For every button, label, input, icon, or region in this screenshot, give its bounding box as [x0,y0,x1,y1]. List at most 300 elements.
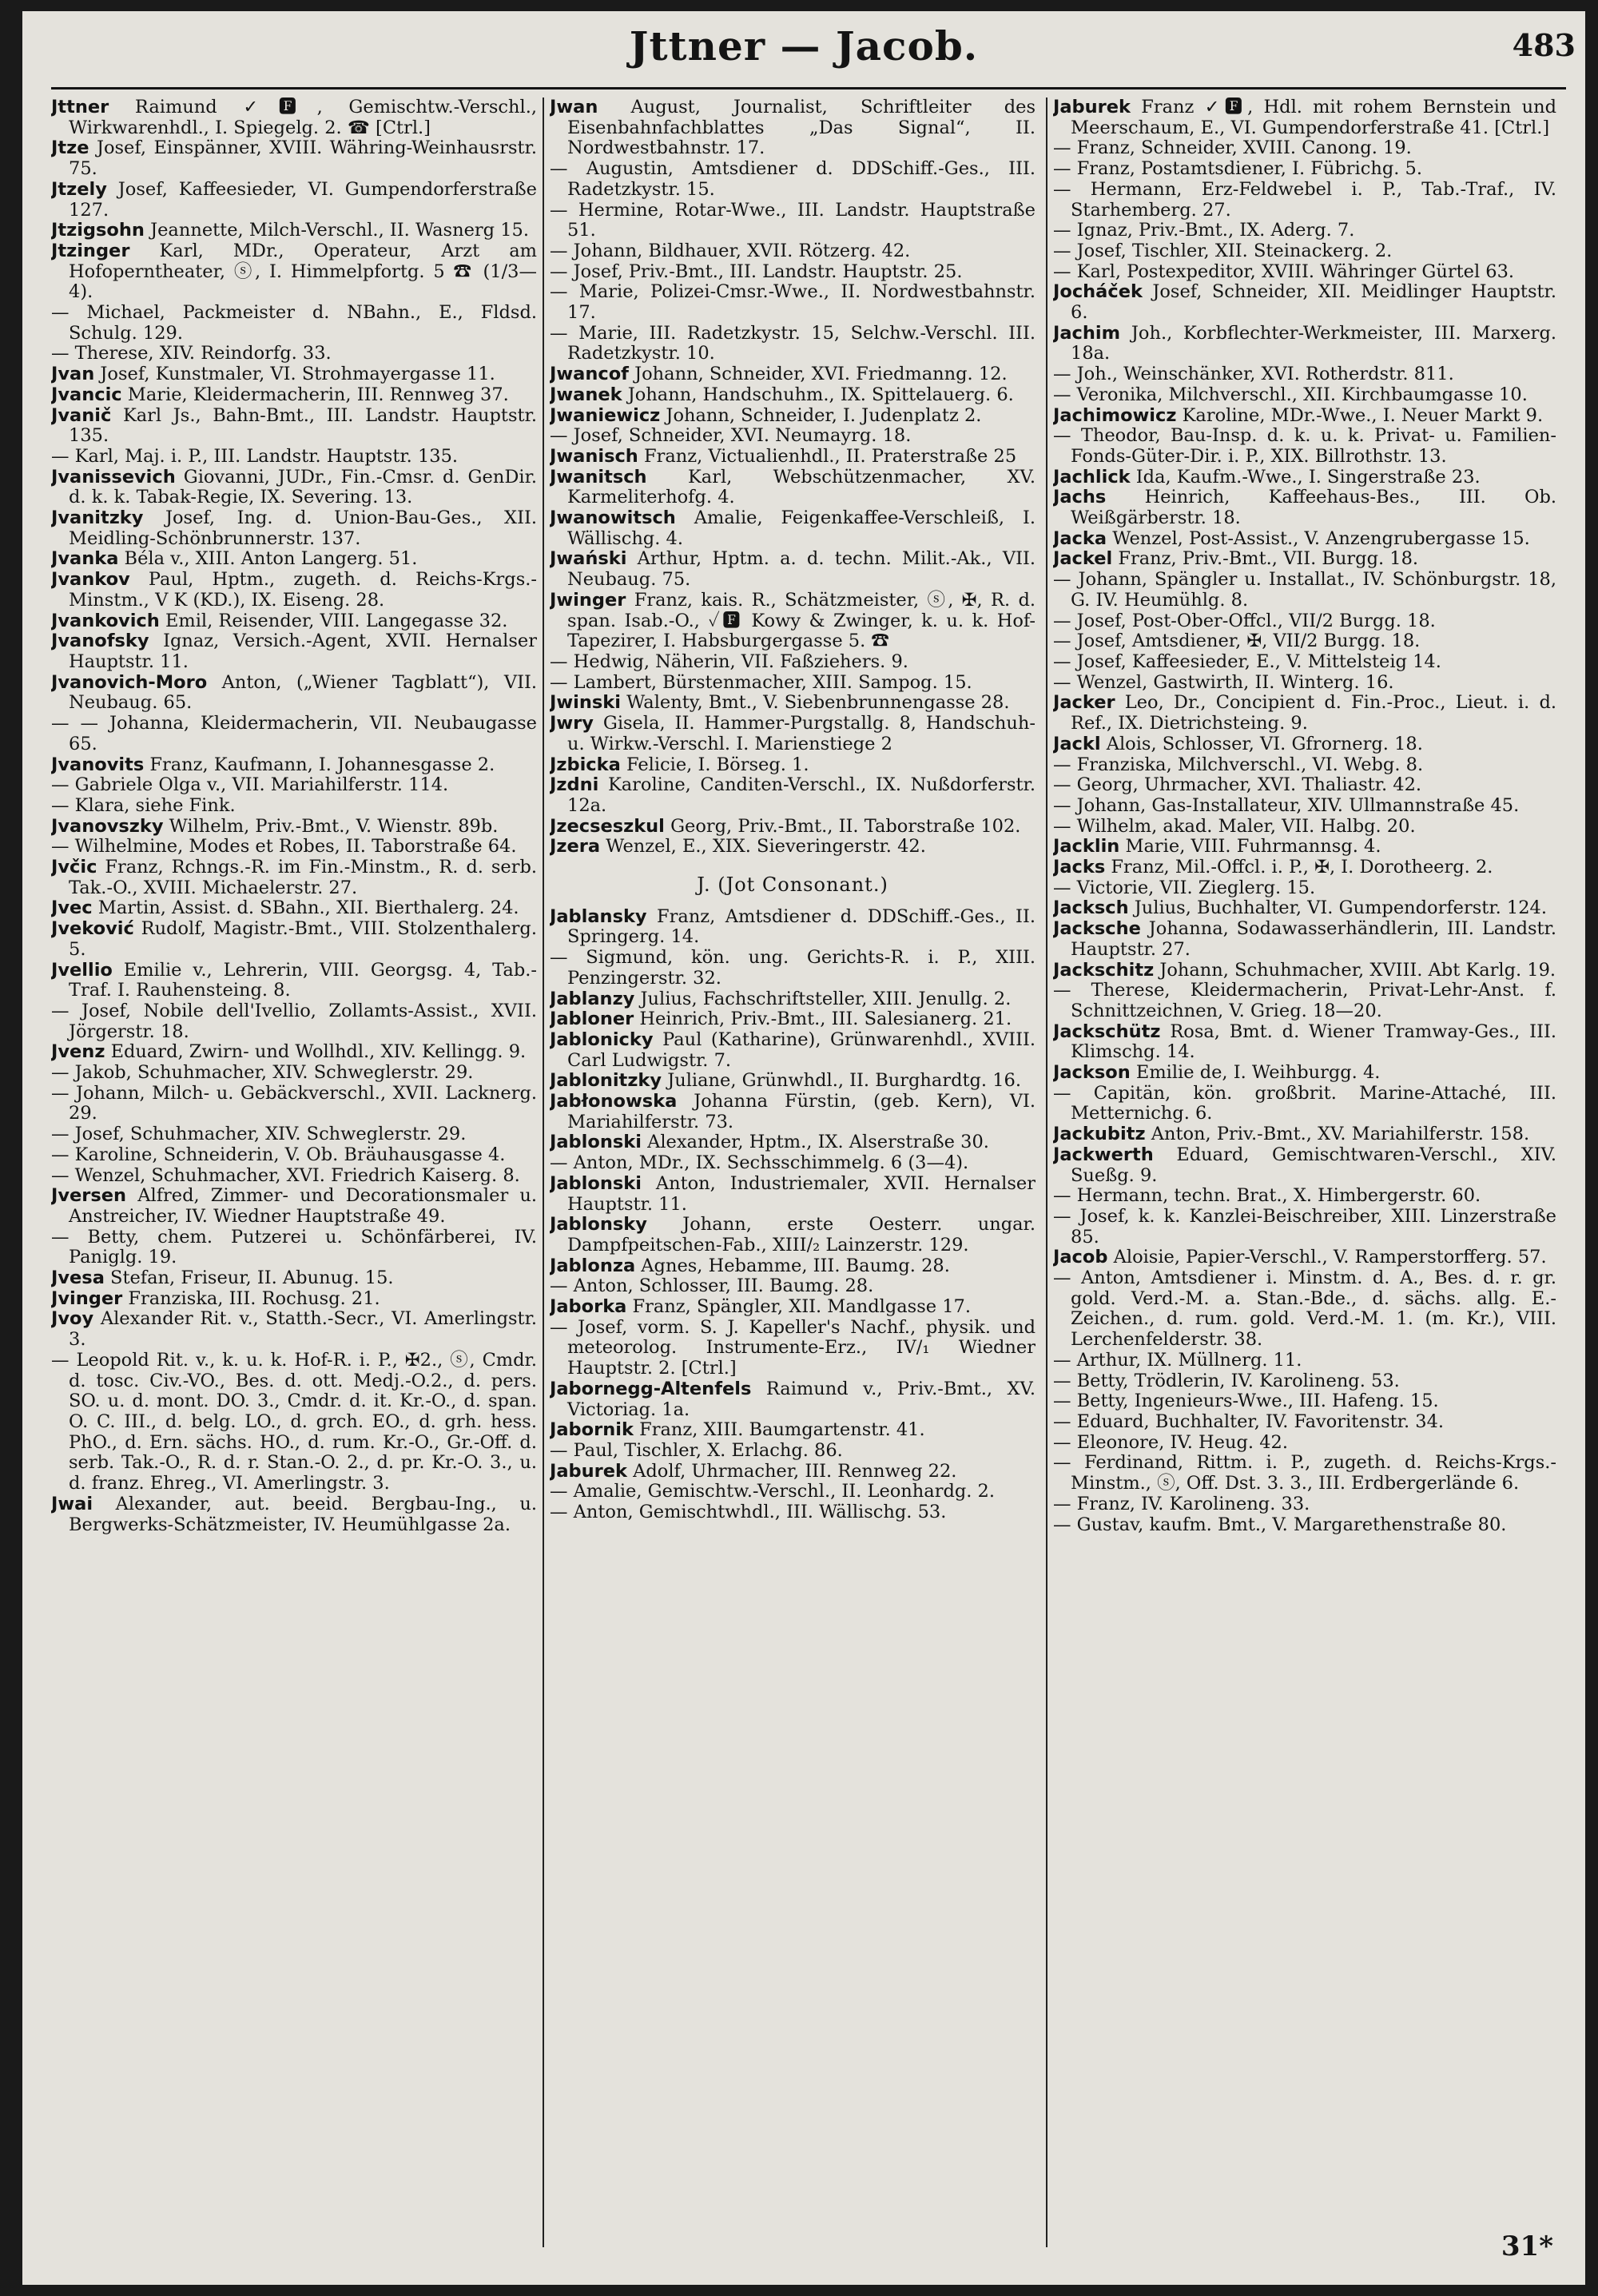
entry-details: — Wenzel, Schuhmacher, XVI. Friedrich Kaiserg. 8. [51,1164,520,1186]
entry-details: — Arthur, IX. Müllnerg. 11. [1053,1349,1302,1371]
entry-details: — Anton, MDr., IX. Sechsschimmelg. 6 (3—4). [550,1152,969,1174]
entry-details: Alexander, aut. beeid. Bergbau-Ing., u. Bergwerks-Schätzmeister, IV. Heumühlgasse 2a. [69,1493,537,1535]
directory-entry [550,364,1036,385]
directory-entry [51,221,537,241]
entry-details: — Josef, Post-Ober-Offcl., VII/2 Burgg. 18. [1053,610,1436,631]
entry-surname: Jvellio [51,959,113,981]
directory-entry [51,755,537,776]
entry-surname: Jabloner [550,1009,634,1030]
entry-details: Heinrich, Kaffeehaus-Bes., III. Ob. Weißgärberstr. 18. [1071,487,1556,529]
entry-details: Wenzel, Post-Assist., V. Anzengrubergasse 15. [1112,527,1530,549]
directory-entry [550,97,1036,159]
entry-details: — Johann, Gas-Installateur, XIV. Ullmannstraße 45. [1053,794,1520,816]
entry-details: — Hermine, Rotar-Wwe., III. Landstr. Hauptstraße 51. [550,199,1036,241]
directory-entry [51,673,537,714]
entry-details: — Hermann, Erz-Feldwebel i. P., Tab.-Traf., IV. Starhemberg. 27. [1053,178,1556,221]
entry-surname: Jablonski [550,1132,642,1153]
entry-surname: Jablonicky [550,1029,654,1050]
entry-details: — Marie, III. Radetzkystr. 15, Selchw.-Verschl. III. Radetzkystr. 10. [550,322,1036,364]
entry-details: — Hedwig, Näherin, VII. Faßziehers. 9. [550,651,908,672]
entry-details: Josef, Kunstmaler, VI. Strohmayergasse 11. [100,364,495,385]
directory-entry [1053,138,1556,159]
directory-entry [550,775,1036,816]
entry-surname: Jtzely [51,178,107,200]
entry-details: Wilhelm, Priv.-Bmt., V. Wienstr. 89b. [169,815,499,837]
entry-details: Josef, Kaffeesieder, VI. Gumpendorferstraße 127. [69,178,537,221]
entry-surname: Jwanowitsch [550,507,676,529]
signature-mark: 31* [1501,2230,1553,2262]
entry-surname: Jacksche [1053,918,1141,940]
entry-details: Amalie, Feigenkaffee-Verschleiß, I. Wällischg. 4. [567,507,1036,549]
directory-entry [1053,981,1556,1021]
entry-details: Martin, Assist. d. SBahn., XII. Bierthalerg. 24. [97,897,519,919]
entry-surname: Jvankovich [51,610,160,631]
directory-entry [51,1186,537,1227]
entry-surname: Jachs [1053,487,1107,508]
entry-surname: Jacks [1053,857,1106,878]
entry-details: — Lambert, Bürstenmacher, XIII. Sampog. 15. [550,671,972,693]
directory-entry [1053,97,1556,138]
directory-entry [550,693,1036,714]
directory-entry [550,1174,1036,1215]
directory-entry [1053,817,1556,838]
directory-entry [51,364,537,385]
directory-entry [51,1351,537,1494]
directory-entry [1053,919,1556,960]
entry-details: Gisela, II. Hammer-Purgstallg. 8, Handschuh- u. Wirkw.-Verschl. I. Marienstiege 2 [567,713,1036,754]
directory-entry [550,714,1036,754]
directory-entry [550,549,1036,590]
entry-surname: Jachlick [1053,466,1131,487]
entry-details: Johann, Schuhmacher, XVIII. Abt Karlg. 19. [1159,959,1556,981]
entry-details: — Franziska, Milchverschl., VI. Webg. 8. [1053,754,1424,775]
directory-entry [51,1084,537,1124]
entry-details: — Paul, Tischler, X. Erlachg. 86. [550,1440,843,1461]
entry-details: Emilie de, I. Weihburgg. 4. [1135,1062,1381,1084]
directory-entry [1053,858,1556,878]
directory-entry [550,159,1036,200]
entry-details: Ignaz, Versich.-Agent, XVII. Hernalser Hauptstr. 11. [69,631,537,672]
entry-details: Emilie v., Lehrerin, VIII. Georgsg. 4, Tab.-Traf. I. Rauhensteing. 8. [69,959,537,1001]
entry-surname: Jwry [550,713,594,734]
entry-details: Johann, Handschuhm., IX. Spittelauerg. 6. [627,384,1014,405]
entry-details: Raimund v., Priv.-Bmt., XV. Victoriag. 1a. [567,1378,1036,1420]
entry-details: Franz, Priv.-Bmt., VII. Burgg. 18. [1118,548,1419,570]
entry-details: — Betty, Ingenieurs-Wwe., III. Hafeng. 15. [1053,1391,1439,1412]
entry-surname: Jvec [51,897,93,919]
entry-details: Joh., Korbflechter-Werkmeister, III. Marxerg. 18a. [1071,322,1556,364]
directory-entry [1053,1084,1556,1124]
directory-entry [550,652,1036,673]
directory-entry [1053,324,1556,364]
directory-entry [550,1071,1036,1092]
entry-details: Rudolf, Magistr.-Bmt., VIII. Stolzenthalerg. 5. [69,918,537,960]
entry-surname: Jtze [51,137,89,159]
entry-surname: Jvanofsky [51,631,149,652]
entry-details: Raimund ✓🅵, Gemischtw.-Verschl., Wirkwarenhdl., I. Spiegelg. 2. ☎ [Ctrl.] [69,97,537,138]
entry-details: Béla v., XIII. Anton Langerg. 51. [124,548,418,570]
column-right [1053,97,1556,2223]
directory-entry [550,948,1036,989]
directory-entry [51,468,537,508]
entry-details: — Josef, Amtsdiener, ✠, VII/2 Burgg. 18. [1053,631,1421,652]
directory-page [22,11,1585,2285]
directory-entry [550,907,1036,948]
entry-details: Paul (Katharine), Grünwarenhdl., XVIII. Carl Ludwigstr. 7. [567,1029,1036,1071]
directory-entry [1053,734,1556,755]
entry-details: August, Journalist, Schriftleiter des Eisenbahnfachblattes „Das Signal“, II. Nordwestbahnstr. 17. [567,97,1036,159]
entry-surname: Jaburek [1053,97,1131,117]
entry-details: — Amalie, Gemischtw.-Verschl., II. Leonhardg. 2. [550,1481,996,1502]
entry-surname: Jvanitzky [51,507,144,529]
entry-surname: Jzbicka [550,754,621,775]
entry-surname: Jvenz [51,1041,105,1063]
directory-entry [550,468,1036,508]
entry-details: — Josef, k. k. Kanzlei-Beischreiber, XIII. Linzerstraße 85. [1053,1205,1556,1247]
entry-surname: Jvesa [51,1267,105,1289]
entry-details: — Hermann, techn. Brat., X. Himbergerstr. 60. [1053,1185,1481,1207]
directory-entry [51,817,537,838]
directory-entry [550,385,1036,406]
directory-entry [550,837,1036,858]
directory-entry [1053,1247,1556,1268]
directory-entry [51,1001,537,1042]
entry-details: Anton, Industriemaler, XVII. Hernalser Hauptstr. 11. [567,1172,1036,1215]
entry-surname: Jackwerth [1053,1144,1154,1165]
entry-details: Johann, Schneider, I. Judenplatz 2. [666,404,982,426]
directory-entry [1053,1494,1556,1515]
entry-details: Wenzel, E., XIX. Sieveringerstr. 42. [606,836,926,858]
entry-details: Josef, Ing. d. Union-Bau-Ges., XII. Meidling-Schönbrunnerstr. 137. [69,507,537,549]
directory-entry [550,241,1036,262]
entry-details: Franz, Kaufmann, I. Johannesgasse 2. [149,754,495,775]
directory-entry [550,1420,1036,1441]
entry-surname: Jablonitzky [550,1070,662,1092]
entry-details: Alexander, Hptm., IX. Alserstraße 30. [647,1132,989,1153]
entry-details: — Sigmund, kön. ung. Gerichts-R. i. P., XIII. Penzingerstr. 32. [550,947,1036,989]
directory-entry [1053,241,1556,262]
entry-details: Karl, MDr., Operateur, Arzt am Hofoperntheater, ⓢ, I. Himmelpfortg. 5 ☎ (1/3—4). [69,240,537,303]
entry-details: Karoline, Canditen-Verschl., IX. Nußdorferstr. 12a. [567,774,1036,816]
directory-entry [51,406,537,447]
directory-entry [1053,426,1556,467]
entry-details: — Karoline, Schneiderin, V. Ob. Bräuhausgasse 4. [51,1144,506,1165]
entry-surname: Jvoy [51,1308,94,1330]
entry-surname: Jttner [51,97,109,117]
entry-details: — Franz, Postamtsdiener, I. Fübrichg. 5. [1053,158,1423,180]
entry-surname: Jocháček [1053,281,1143,303]
column-middle [550,97,1036,2223]
directory-entry [1053,796,1556,817]
entry-details: Walenty, Bmt., V. Siebenbrunnengasse 28. [626,692,1010,714]
entry-details: Franz, Rchngs.-R. im Fin.-Minstm., R. d. serb. Tak.-O., XVIII. Michaelerstr. 27. [69,857,537,898]
directory-entry [51,1124,537,1145]
entry-surname: Jzdni [550,774,599,796]
entry-details: Heinrich, Priv.-Bmt., III. Salesianerg. 21. [639,1009,1012,1030]
entry-details: Juliane, Grünwhdl., II. Burghardtg. 16. [667,1070,1022,1092]
directory-entry [550,1297,1036,1318]
entry-details: Franz ✓🅵, Hdl. mit rohem Bernstein und Meerschaum, E., VI. Gumpendorferstraße 41. [Ctrl.] [1071,97,1556,138]
entry-details: — Wilhelm, akad. Maler, VII. Halbg. 20. [1053,815,1416,837]
directory-entry [1053,961,1556,981]
entry-details: Johanna, Sodawasserhändlerin, III. Landstr. Hauptstr. 27. [1071,918,1556,960]
entry-details: — — Johanna, Kleidermacherin, VII. Neubaugasse 65. [51,713,537,754]
entry-details: — Veronika, Milchverschl., XII. Kirchbaumgasse 10. [1053,384,1528,405]
entry-details: Franz, Victualienhdl., II. Praterstraße 25 [643,445,1017,467]
directory-entry [51,570,537,611]
entry-details: Felicie, I. Börseg. 1. [626,754,809,775]
entry-details: — Josef, Priv.-Bmt., III. Landstr. Hauptstr. 25. [550,261,963,282]
entry-details: — Josef, Schneider, XVI. Neumayrg. 18. [550,425,912,447]
section-heading: J. (Jot Consonant.) [697,873,888,897]
entry-surname: Jwancof [550,364,629,385]
entry-details: — Johann, Milch- u. Gebäckverschl., XVII. Lacknerg. 29. [51,1082,537,1124]
entry-details: — Anton, Schlosser, III. Baumg. 28. [550,1275,874,1297]
directory-entry [1053,180,1556,221]
entry-details: — Ignaz, Priv.-Bmt., IX. Aderg. 7. [1053,220,1355,241]
entry-details: — Wenzel, Gastwirth, II. Winterg. 16. [1053,671,1394,693]
entry-details: — Ferdinand, Rittm. i. P., zugeth. d. Reichs-Krgs.-Minstm., ⓢ, Off. Dst. 3. 3., III. Erdbergerlände 6. [1053,1452,1556,1494]
directory-entry [550,1441,1036,1462]
entry-surname: Jaburek [550,1460,627,1482]
entry-details: — Betty, Trödlerin, IV. Karolineng. 53. [1053,1370,1400,1391]
directory-entry [550,1318,1036,1379]
entry-details: — Franz, IV. Karolineng. 33. [1053,1493,1310,1514]
directory-entry [51,1289,537,1310]
directory-entry [550,282,1036,323]
entry-details: — Anton, Amtsdiener i. Minstm. d. A., Bes. d. r. gr. gold. Verd.-M. a. Stan.-Bde., d. sächs. allg. E.-Zeichen., d. rum. gold. Verd.-M. 1. (m. Kr.), VIII. Lerchenfelderstr. 38. [1053,1267,1556,1351]
entry-surname: Jvanič [51,404,112,426]
entry-details: Emil, Reisender, VIII. Langegasse 32. [165,610,508,631]
directory-entry [550,201,1036,241]
directory-entry [1053,1124,1556,1145]
entry-details: — Victorie, VII. Zieglerg. 15. [1053,877,1316,898]
entry-details: — Josef, vorm. S. J. Kapeller's Nachf., physik. und meteorolog. Instrumente-Erz., IV/₁ Wiedner Hauptstr. 2. [Ctrl.] [550,1316,1036,1379]
entry-surname: Jwinski [550,692,621,714]
directory-entry [550,1256,1036,1277]
entry-details: — Leopold Rit. v., k. u. k. Hof-R. i. P., ✠2., ⓢ, Cmdr. d. tosc. Civ.-VO., Bes. d. ott. Medj.-O.2., d. pers. SO. u. d. mont. DO. 3., Cmdr. d. it. Kr.-O., d. span. O. C. III., d. belg. LO., d. grch. EO., d. grh. hess. PhO., d. Ern. sächs. HO., d. rum. Kr.-O., Gr.-Off. d. serb. Tak.-O., R. d. r. Stan.-O. 2., d. pr. Kr.-O. 3., u. d. franz. Ehreg., VI. Amerlingstr. 3. [51,1349,537,1494]
entry-details: — Joh., Weinschänker, XVI. Rotherdstr. 811. [1053,364,1454,385]
entry-details: Franz, Amtsdiener d. DDSchiff.-Ges., II. Springerg. 14. [567,905,1036,948]
entry-details: Alexander Rit. v., Statth.-Secr., VI. Amerlingstr. 3. [69,1308,537,1351]
entry-surname: Jvanka [51,548,119,570]
entry-details: Johann, erste Oesterr. ungar. Dampfpeitschen-Fab., XIII/₂ Lainzerstr. 129. [567,1214,1036,1255]
entry-surname: Jwinger [550,589,626,611]
entry-details: Georg, Priv.-Bmt., II. Taborstraße 102. [670,815,1021,837]
directory-entry [51,775,537,796]
entry-details: — Josef, Schuhmacher, XIV. Schweglerstr. 29. [51,1124,467,1145]
directory-entry [550,1482,1036,1502]
entry-details: — Wilhelmine, Modes et Robes, II. Taborstraße 64. [51,836,517,858]
directory-entry [550,755,1036,776]
entry-details: — Gabriele Olga v., VII. Mariahilferstr. 114. [51,774,449,796]
entry-details: — Josef, Tischler, XII. Steinackerg. 2. [1053,240,1393,261]
directory-entry [550,508,1036,549]
entry-surname: Jwai [51,1493,93,1514]
entry-surname: Jackel [1053,548,1113,570]
directory-entry [51,508,537,549]
entry-details: Eduard, Zwirn- und Wollhdl., XIV. Kellingg. 9. [110,1041,527,1063]
directory-entry [1053,611,1556,632]
directory-entry [51,714,537,754]
directory-entry [550,673,1036,694]
directory-entry [1053,693,1556,734]
entry-surname: Jwan [550,97,598,117]
directory-entry [550,1462,1036,1482]
entry-details: — Anton, Gemischtwhdl., III. Wällischg. 53. [550,1502,947,1523]
entry-surname: Jvancic [51,384,122,405]
entry-surname: Jaborka [550,1296,627,1318]
directory-entry [51,1309,537,1350]
entry-details: — Josef, Kaffeesieder, E., V. Mittelsteig 14. [1053,651,1441,672]
entry-surname: Jacka [1053,527,1107,549]
directory-entry [51,549,537,570]
entry-details: Marie, Kleidermacherin, III. Rennweg 37. [127,384,509,405]
entry-surname: Jvan [51,364,95,385]
entry-details: — Therese, XIV. Reindorfg. 33. [51,343,332,364]
directory-entry [51,796,537,817]
directory-entry [51,180,537,221]
entry-details: Karl Js., Bahn-Bmt., III. Landstr. Hauptstr. 135. [69,404,537,447]
directory-entry [550,1092,1036,1132]
directory-entry [51,97,537,138]
directory-entry [1053,631,1556,652]
entry-details: Franz, Mil.-Offcl. i. P., ✠, I. Dorotheerg. 2. [1111,857,1493,878]
entry-surname: Jvčic [51,857,97,878]
entry-details: — Therese, Kleidermacherin, Privat-Lehr-Anst. f. Schnittzeichnen, V. Grieg. 18—20. [1053,980,1556,1021]
directory-entry [1053,837,1556,858]
entry-details: Paul, Hptm., zugeth. d. Reichs-Krgs.-Minstm., V K (KD.), IX. Eiseng. 28. [69,569,537,611]
directory-entry [51,1494,537,1535]
directory-entry [1053,652,1556,673]
entry-surname: Jachimowicz [1053,404,1177,426]
entry-details: Franz, XIII. Baumgartenstr. 41. [639,1419,925,1441]
entry-details: — Marie, Polizei-Cmsr.-Wwe., II. Nordwestbahnstr. 17. [550,281,1036,324]
directory-entry [1053,385,1556,406]
directory-entry [1053,159,1556,180]
directory-entry [1053,1515,1556,1536]
entry-surname: Jabłonowska [550,1091,678,1112]
directory-entry [51,1228,537,1268]
directory-entry [1053,1268,1556,1351]
entry-details: — Johann, Bildhauer, XVII. Rötzerg. 42. [550,240,911,261]
entry-details: — Betty, chem. Putzerei u. Schönfärberei, IV. Paniglg. 19. [51,1226,537,1268]
directory-entry [1053,1186,1556,1207]
entry-details: Adolf, Uhrmacher, III. Rennweg 22. [633,1460,957,1482]
directory-entry [550,1030,1036,1071]
entry-surname: Jackschütz [1053,1021,1161,1042]
directory-entry [1053,487,1556,528]
directory-entry [1053,1371,1556,1392]
directory-entry [1053,1453,1556,1494]
directory-entry [1053,570,1556,611]
entry-surname: Jackl [1053,733,1101,754]
entry-details: Aloisie, Papier-Verschl., V. Ramperstorfferg. 57. [1113,1247,1547,1268]
entry-details: Rosa, Bmt. d. Wiener Tramway-Ges., III. Klimschg. 14. [1071,1021,1556,1063]
entry-details: Stefan, Friseur, II. Abunug. 15. [110,1267,394,1289]
entry-details: — Karl, Postexpeditor, XVIII. Währinger Gürtel 63. [1053,261,1515,282]
directory-entry [51,1145,537,1166]
directory-entry [550,447,1036,468]
entry-details: — Augustin, Amtsdiener d. DDSchiff.-Ges., III. Radetzkystr. 15. [550,158,1036,200]
entry-surname: Jackschitz [1053,959,1155,981]
entry-details: Franz, kais. R., Schätzmeister, ⓢ, ✠, R. d. span. Isab.-O., ✓🅵 Kowy & Zwinger, k. u. k. Hof-Tapezirer, I. Habsburgergasse 5. ☎ [567,589,1036,652]
entry-details: — Jakob, Schuhmacher, XIV. Schweglerstr. 29. [51,1062,474,1084]
directory-entry [1053,282,1556,323]
entry-details: — Eduard, Buchhalter, IV. Favoritenstr. 34. [1053,1411,1445,1432]
entry-surname: Jzecseszkul [550,815,665,837]
directory-entry [51,898,537,919]
directory-entry [550,324,1036,364]
directory-entry [550,989,1036,1010]
entry-surname: Jacklin [1053,836,1120,858]
entry-surname: Jablansky [550,905,647,927]
entry-details: Marie, VIII. Fuhrmannsg. 4. [1125,836,1381,858]
entry-details: — Franz, Schneider, XVIII. Canong. 19. [1053,137,1412,159]
entry-details: Jeannette, Milch-Verschl., II. Wasnerg 15. [150,220,529,241]
entry-surname: Jvanovszky [51,815,164,837]
directory-entry [1053,878,1556,899]
entry-details: — Johann, Spängler u. Installat., IV. Schönburgstr. 18, G. IV. Heumühlg. 8. [1053,569,1556,611]
directory-entry [550,262,1036,283]
directory-entry [51,1166,537,1187]
entry-surname: Jablonsky [550,1214,647,1236]
directory-entry [51,1042,537,1063]
entry-surname: Jackson [1053,1062,1131,1084]
directory-entry [550,1009,1036,1030]
entry-details: Alois, Schlosser, VI. Gfrornerg. 18. [1106,733,1423,754]
entry-details: Alfred, Zimmer- und Decorationsmaler u. Anstreicher, IV. Wiedner Hauptstraße 49. [69,1185,537,1227]
entry-surname: Jzera [550,836,601,858]
directory-entry [550,1502,1036,1523]
entry-details: Johanna Fürstin, (geb. Kern), VI. Mariahilferstr. 73. [567,1091,1036,1132]
entry-details: Karoline, MDr.-Wwe., I. Neuer Markt 9. [1182,404,1544,426]
directory-entry [51,138,537,179]
entry-details: Anton, Priv.-Bmt., XV. Mariahilferstr. 158. [1151,1124,1530,1145]
directory-entry [550,1132,1036,1153]
header-rule [51,87,1566,90]
directory-entry [1053,468,1556,488]
entry-details: — Josef, Nobile dell'Ivellio, Zollamts-Assist., XVII. Jörgerstr. 18. [51,1000,537,1042]
directory-entry [51,961,537,1001]
directory-entry [1053,1391,1556,1412]
entry-details: Johann, Schneider, XVI. Friedmanng. 12. [634,364,1008,385]
directory-entry [51,858,537,898]
directory-entry [51,611,537,632]
entry-details: Josef, Schneider, XII. Meidlinger Hauptstr. 6. [1071,281,1556,324]
directory-entry [51,303,537,344]
entry-details: Julius, Buchhalter, VI. Gumpendorferstr. 124. [1134,897,1548,919]
entry-details: — Michael, Packmeister d. NBahn., E., Fldsd. Schulg. 129. [51,302,537,344]
entry-details: — Georg, Uhrmacher, XVI. Thaliastr. 42. [1053,774,1422,796]
entry-surname: Jablonski [550,1172,642,1194]
entry-details: — Capitän, kön. großbrit. Marine-Attaché, III. Metternichg. 6. [1053,1082,1556,1124]
entry-surname: Jacker [1053,692,1115,714]
entry-details: — Eleonore, IV. Heug. 42. [1053,1431,1288,1453]
entry-surname: Jtzinger [51,240,130,261]
directory-entry [1053,529,1556,550]
entry-surname: Jtzigsohn [51,220,145,241]
directory-entry [550,1276,1036,1297]
directory-entry [51,1063,537,1084]
directory-entry [51,837,537,858]
directory-entry [51,631,537,672]
entry-surname: Jacob [1053,1247,1108,1268]
entry-surname: Jvankov [51,569,130,591]
entry-surname: Jackubitz [1053,1124,1146,1145]
directory-entry [550,426,1036,447]
entry-surname: Jacksch [1053,897,1129,919]
